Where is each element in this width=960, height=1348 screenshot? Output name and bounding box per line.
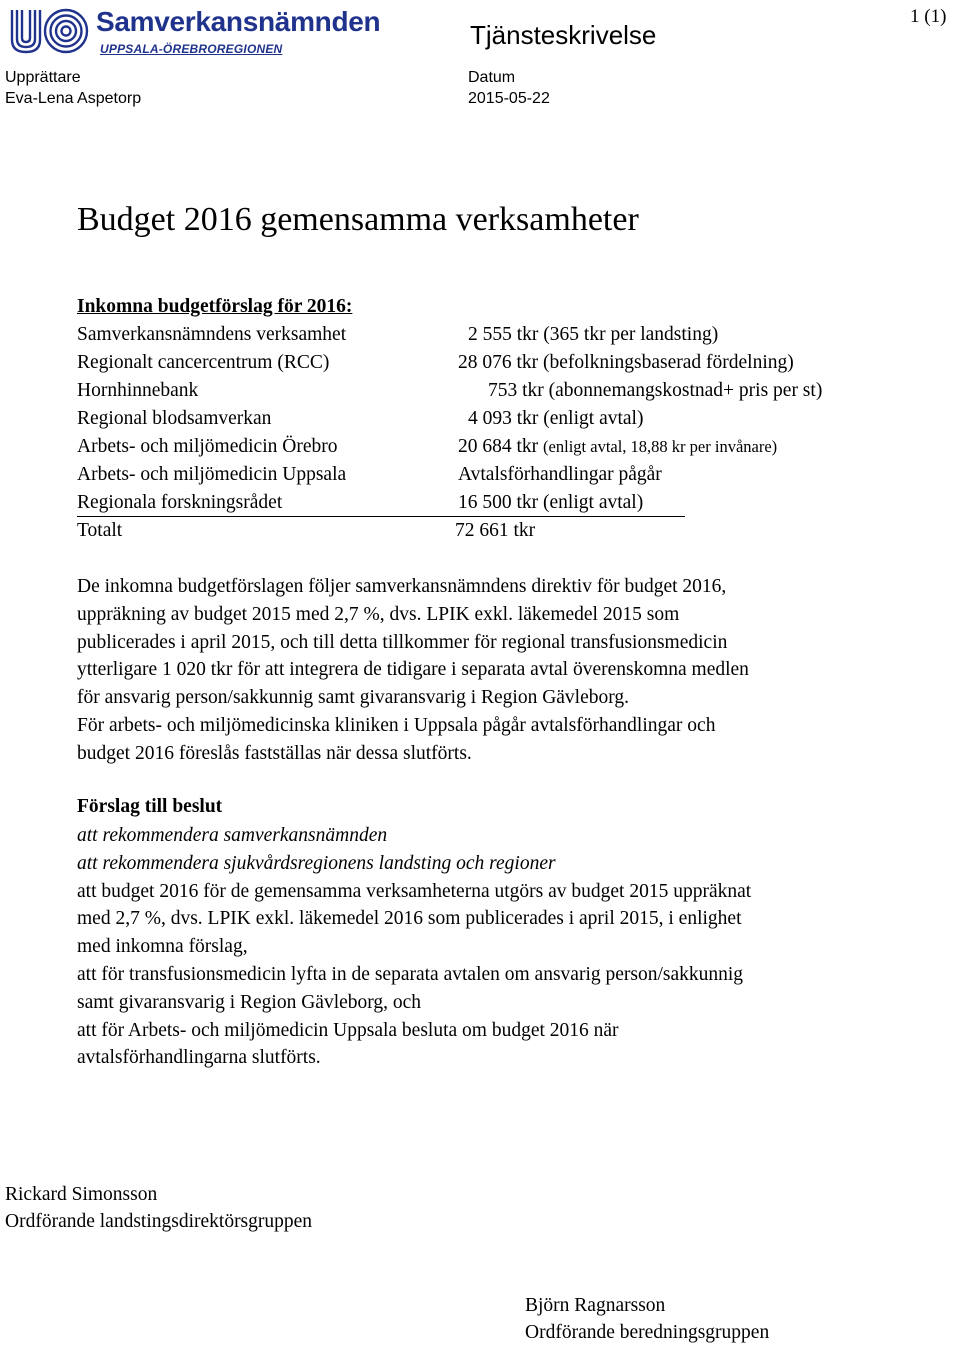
income-row-value xyxy=(458,436,777,458)
signature-block xyxy=(525,1292,769,1346)
proposal-line: att för transfusionsmedicin lyfta in de separata avtalen om ansvarig person/sakkunnig xyxy=(77,963,744,985)
logo-emblem-icon xyxy=(8,6,90,56)
income-row-label: Regionala forskningsrådet xyxy=(77,492,283,513)
proposal-text xyxy=(77,822,751,1072)
body-paragraph xyxy=(77,573,937,768)
proposal-line: att för Arbets- och miljömedicin Uppsala besluta om budget 2016 när xyxy=(77,1019,619,1041)
income-row-value: 28 076 tkr (befolkningsbaserad fördelning) xyxy=(458,352,794,373)
income-row-value: 753 tkr (abonnemangskostnad+ pris per st) xyxy=(488,380,823,401)
income-heading: Inkomna budgetförslag för 2016: xyxy=(77,296,353,317)
paragraph-line: budget 2016 föreslås fastställas när dessa slutförts. xyxy=(77,742,472,764)
proposal-italic-line: att rekommendera samverkansnämnden xyxy=(77,825,388,846)
income-row-value: 2 555 tkr (365 tkr per landsting) xyxy=(468,324,719,345)
signatory-role: Ordförande landstingsdirektörsgruppen xyxy=(5,1211,313,1232)
org-logo xyxy=(8,6,381,56)
income-row-note: (enligt avtal, 18,88 kr per invånare) xyxy=(543,437,778,456)
income-row-amount: 20 684 tkr xyxy=(458,436,539,457)
income-row-label: Regional blodsamverkan xyxy=(77,408,272,429)
paragraph-line: För arbets- och miljömedicinska kliniken i Uppsala pågår avtalsförhandlingar och xyxy=(77,714,716,736)
signature-block xyxy=(5,1181,312,1235)
paragraph-line: De inkomna budgetförslagen följer samverkansnämndens direktiv för budget 2016, xyxy=(77,576,727,597)
proposal-line: avtalsförhandlingarna slutförts. xyxy=(77,1047,321,1069)
income-row-label: Arbets- och miljömedicin Uppsala xyxy=(77,464,347,485)
paragraph-line: för ansvarig person/sakkunnig samt givaransvarig i Region Gävleborg. xyxy=(77,687,630,709)
proposal-line: med 2,7 %, dvs. LPIK exkl. läkemedel 2016 som publicerades i april 2015, i enlighet xyxy=(77,908,742,930)
signatory-role: Ordförande beredningsgruppen xyxy=(525,1322,770,1343)
author-name: Eva-Lena Aspetorp xyxy=(5,90,142,107)
proposal-line: att budget 2016 för de gemensamma verksamheterna utgörs av budget 2015 uppräknat xyxy=(77,880,752,902)
date-value: 2015-05-22 xyxy=(468,90,550,107)
income-row-value: 16 500 tkr (enligt avtal) xyxy=(458,492,644,513)
paragraph-line: uppräkning av budget 2015 med 2,7 %, dvs. LPIK exkl. läkemedel 2015 som xyxy=(77,603,680,625)
logo-org-name: Samverkansnämnden xyxy=(96,6,381,37)
paragraph-line: publicerades i april 2015, och till detta tillkommer för regional transfusionsmedicin xyxy=(77,631,728,653)
document-title: Budget 2016 gemensamma verksamheter xyxy=(77,201,639,238)
sum-divider-line xyxy=(77,516,685,517)
proposal-line: med inkomna förslag, xyxy=(77,936,248,958)
document-type: Tjänsteskrivelse xyxy=(470,20,657,50)
signatory-name: Rickard Simonsson xyxy=(5,1184,158,1205)
income-row-label: Hornhinnebank xyxy=(77,380,199,401)
date-label: Datum xyxy=(468,69,516,86)
page-number: 1 (1) xyxy=(910,6,947,27)
income-total-label: Totalt xyxy=(77,520,123,541)
income-total-value: 72 661 tkr xyxy=(455,520,536,541)
author-label: Upprättare xyxy=(5,69,81,86)
income-row-value: Avtalsförhandlingar pågår xyxy=(458,464,662,485)
income-row-label: Arbets- och miljömedicin Örebro xyxy=(77,436,338,457)
paragraph-line: ytterligare 1 020 tkr för att integrera de tidigare i separata avtal överenskomna medlen xyxy=(77,659,749,681)
proposal-heading: Förslag till beslut xyxy=(77,796,223,817)
logo-region-name: UPPSALA-ÖREBROREGIONEN xyxy=(100,42,283,56)
proposal-line: samt givaransvarig i Region Gävleborg, och xyxy=(77,991,422,1013)
signatory-name: Björn Ragnarsson xyxy=(525,1295,666,1316)
income-row-label: Samverkansnämndens verksamhet xyxy=(77,324,347,345)
income-row-value: 4 093 tkr (enligt avtal) xyxy=(468,408,644,429)
proposal-italic-line: att rekommendera sjukvårdsregionens landsting och regioner xyxy=(77,852,556,874)
income-row-label: Regionalt cancercentrum (RCC) xyxy=(77,352,330,373)
